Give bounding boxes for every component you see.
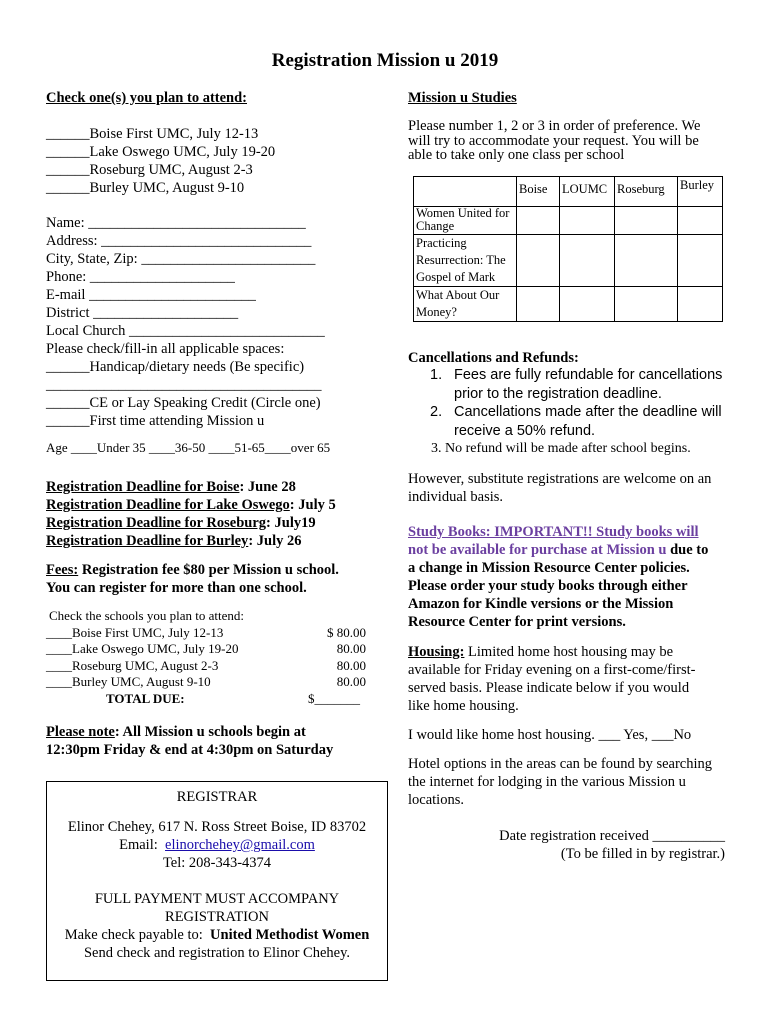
cancel-item: 1. Fees are fully refundable for cancellations prior to the registration deadline. xyxy=(430,367,723,402)
first-time-option[interactable]: ______First time attending Mission u xyxy=(46,413,265,429)
col-burley: Burley xyxy=(678,177,723,207)
age-line[interactable]: Age ____Under 35 ____36-50 ____51-65____over 65 xyxy=(46,440,331,455)
preference-cell[interactable] xyxy=(615,207,678,235)
address-field[interactable]: Address: _____________________________ xyxy=(46,233,312,249)
preference-cell[interactable] xyxy=(560,287,615,322)
preference-cell[interactable] xyxy=(560,235,615,287)
col-loumc: LOUMC xyxy=(560,177,615,207)
preference-cell[interactable] xyxy=(560,207,615,235)
cancel-list xyxy=(430,366,730,440)
fees-table xyxy=(46,608,366,708)
payment-notice-2: REGISTRATION xyxy=(165,909,269,925)
registrar-email-line: Email: elinorchehey@gmail.com xyxy=(119,837,315,853)
studies-heading: Mission u Studies xyxy=(408,90,517,106)
fees-block: Fees: Registration fee $80 per Mission u school. You can register for more than one school. xyxy=(46,562,339,596)
study-books-note: Study Books: IMPORTANT!! Study books will not be available for purchase at Mission u due to a change in Mission Resource Center policies. Please order your study books through either Amazon for Kindle versions or the Mission Resource Center for print versions. xyxy=(408,524,709,630)
deadline-roseburg: Registration Deadline for Roseburg: July19 xyxy=(46,515,316,531)
preference-cell[interactable] xyxy=(517,235,560,287)
col-boise: Boise xyxy=(517,177,560,207)
location-item[interactable]: ______Burley UMC, August 9-10 xyxy=(46,180,245,196)
study-row xyxy=(414,235,723,287)
preference-cell[interactable] xyxy=(517,207,560,235)
preference-cell[interactable] xyxy=(678,287,723,322)
total-row[interactable]: TOTAL DUE: $_______ xyxy=(106,690,360,706)
date-received-field[interactable]: Date registration received __________ xyxy=(499,828,725,844)
registrar-tel: Tel: 208-343-4374 xyxy=(162,855,272,871)
credit-option[interactable]: ______CE or Lay Speaking Credit (Circle one) xyxy=(46,395,321,411)
deadline-list xyxy=(46,478,336,550)
cancel-item-3: 3. No refund will be made after school begins. xyxy=(431,441,691,456)
send-instruction: Send check and registration to Elinor Chehey. xyxy=(83,945,351,961)
phone-field[interactable]: Phone: ____________________ xyxy=(46,269,235,285)
location-item[interactable]: ______Boise First UMC, July 12-13 xyxy=(46,126,259,142)
fees-intro: Check the schools you plan to attend: xyxy=(49,608,244,623)
district-field[interactable]: District ____________________ xyxy=(46,305,239,321)
study-name: Practicing Resurrection: The Gospel of Mark xyxy=(414,235,517,287)
studies-header-row xyxy=(414,177,723,207)
location-item[interactable]: ______Roseburg UMC, August 2-3 xyxy=(46,162,253,178)
blank-cell xyxy=(414,177,517,207)
local-church-field[interactable]: Local Church ___________________________ xyxy=(46,323,325,339)
dietary-option[interactable]: ______Handicap/dietary needs (Be specific) xyxy=(46,359,305,375)
fee-row[interactable]: ____Roseburg UMC, August 2-3 80.00 xyxy=(46,657,366,673)
study-name: What About Our Money? xyxy=(414,287,517,322)
city-state-zip-field[interactable]: City, State, Zip: ________________________ xyxy=(46,251,316,267)
col-roseburg: Roseburg xyxy=(615,177,678,207)
check-heading: Check one(s) you plan to attend: xyxy=(46,90,247,106)
name-field[interactable]: Name: ______________________________ xyxy=(46,215,306,231)
preference-cell[interactable] xyxy=(615,287,678,322)
check-fill-instruction: Please check/fill-in all applicable spaces: xyxy=(46,341,285,357)
fee-row[interactable]: ____Burley UMC, August 9-10 80.00 xyxy=(46,674,366,690)
cancel-heading: Cancellations and Refunds: xyxy=(408,350,579,366)
studies-instructions: Please number 1, 2 or 3 in order of preference. We will try to accommodate your request. You will be able to take only one class per school xyxy=(408,118,701,163)
dietary-blank[interactable]: ______________________________________ xyxy=(46,377,322,393)
registrar-box xyxy=(46,781,388,981)
registrar-heading: REGISTRAR xyxy=(176,789,258,805)
substitute-note: However, substitute registrations are welcome on an individual basis. xyxy=(408,471,712,505)
hotel-note: Hotel options in the areas can be found by searching the internet for lodging in the various Mission u locations. xyxy=(408,756,713,808)
home-host-question[interactable]: I would like home host housing. ___ Yes, ___No xyxy=(408,727,692,743)
registrar-use xyxy=(499,827,725,863)
housing-note: Housing: Limited home host housing may be available for Friday evening on a first-come/first- served basis. Please indicate below if you would like home housing. xyxy=(408,644,696,714)
location-item[interactable]: ______Lake Oswego UMC, July 19-20 xyxy=(46,144,276,160)
deadline-burley: Registration Deadline for Burley: July 26 xyxy=(46,533,302,549)
fee-row[interactable]: ____Boise First UMC, July 12-13 $ 80.00 xyxy=(46,624,366,640)
study-row xyxy=(414,287,723,322)
deadline-boise: Registration Deadline for Boise: June 28 xyxy=(46,479,296,495)
contact-fields xyxy=(46,214,325,430)
cancel-item: 2. Cancellations made after the deadline will receive a 50% refund. xyxy=(430,404,722,439)
payment-notice: FULL PAYMENT MUST ACCOMPANY xyxy=(94,891,340,907)
location-list xyxy=(46,125,275,197)
email-field[interactable]: E-mail _______________________ xyxy=(46,287,256,303)
payable-line: Make check payable to: United Methodist Women xyxy=(64,927,370,943)
registrar-address: Elinor Chehey, 617 N. Ross Street Boise, ID 83702 xyxy=(67,819,367,835)
page-title: Registration Mission u 2019 xyxy=(271,50,499,71)
deadline-lake-oswego: Registration Deadline for Lake Oswego: July 5 xyxy=(46,497,336,513)
studies-table xyxy=(413,176,723,322)
study-row xyxy=(414,207,723,235)
study-name: Women United for Change xyxy=(414,207,517,235)
preference-cell[interactable] xyxy=(678,207,723,235)
filled-by-note: (To be filled in by registrar.) xyxy=(560,846,725,862)
preference-cell[interactable] xyxy=(615,235,678,287)
schedule-note: Please note: All Mission u schools begin at 12:30pm Friday & end at 4:30pm on Saturday xyxy=(46,724,334,758)
preference-cell[interactable] xyxy=(517,287,560,322)
fee-row[interactable]: ____Lake Oswego UMC, July 19-20 80.00 xyxy=(46,641,366,657)
registrar-email-link[interactable]: elinorchehey@gmail.com xyxy=(165,837,315,853)
preference-cell[interactable] xyxy=(678,235,723,287)
